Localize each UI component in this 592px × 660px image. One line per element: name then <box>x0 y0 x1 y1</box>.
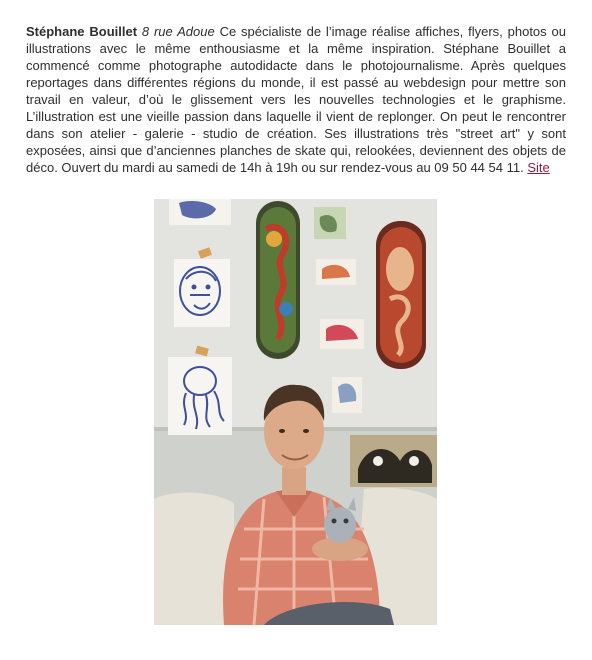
skateboard-left <box>256 201 300 359</box>
site-link[interactable]: Site <box>527 160 550 175</box>
artist-photo <box>154 199 437 625</box>
artist-address: 8 rue Adoue <box>141 24 215 39</box>
artist-name: Stéphane Bouillet <box>26 24 138 39</box>
skateboard-right <box>376 221 426 369</box>
artwork-monster <box>350 435 437 487</box>
article-body: Ce spécialiste de l’image réalise affiches, flyers, photos ou illustrations avec le même enthousiasme et la même inspiration. Stéphane Bouillet a commencé comme photographe autodidacte dans le photojournalisme. Après quelques reportages dans différentes régions du monde, il est passé au webdesign pour mettre son travail en valeur, d’où le glissement vers les nouvelles technologies et le graphisme. L’illustration est une vieille passion dans laquelle il vient de replonger. On peut le rencontrer dans son atelier - galerie - studio de création. Ses illustrations très "street art" y sont exposées, ainsi que d’anciennes planches de skate qui, relookées, deviennent des objets de déco. Ouvert du mardi au samedi de 14h à 19h ou sur rendez-vous au 09 50 44 54 11. <box>26 24 566 175</box>
article-paragraph <box>26 23 566 176</box>
artwork-top-left <box>169 199 231 225</box>
illustration-octopus <box>168 346 232 435</box>
illustration-face-1 <box>174 247 230 327</box>
